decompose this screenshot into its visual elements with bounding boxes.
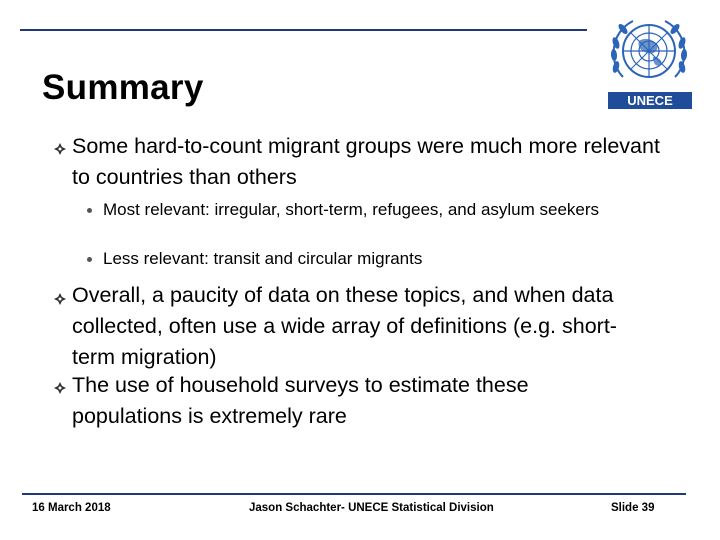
diamond-bullet-icon <box>53 381 67 395</box>
sub-bullet-item: Most relevant: irregular, short-term, refugees, and asylum seekers <box>103 200 600 219</box>
diamond-bullet-icon <box>53 292 67 306</box>
bullet-item: Overall, a paucity of data on these topics, and when data collected, often use a wide array of definitions (e.g. short-term migration) <box>72 283 617 369</box>
footer-slide-number: Slide 39 <box>611 502 655 514</box>
bullet-item: Some hard-to-count migrant groups were much more relevant to countries than others <box>72 134 660 189</box>
footer-date: 16 March 2018 <box>32 502 111 514</box>
logo-text: UNECE <box>608 92 692 109</box>
sub-bullet-dot <box>87 208 92 213</box>
diamond-bullet-icon <box>53 142 67 156</box>
header-rule <box>20 29 587 31</box>
slide-title: Summary <box>42 68 204 107</box>
sub-bullet-item: Less relevant: transit and circular migrants <box>103 249 423 268</box>
sub-bullet-dot <box>87 257 92 262</box>
bullet-item: The use of household surveys to estimate these populations is extremely rare <box>72 373 529 428</box>
footer-rule <box>22 493 686 495</box>
footer-author: Jason Schachter- UNECE Statistical Division <box>249 502 494 514</box>
